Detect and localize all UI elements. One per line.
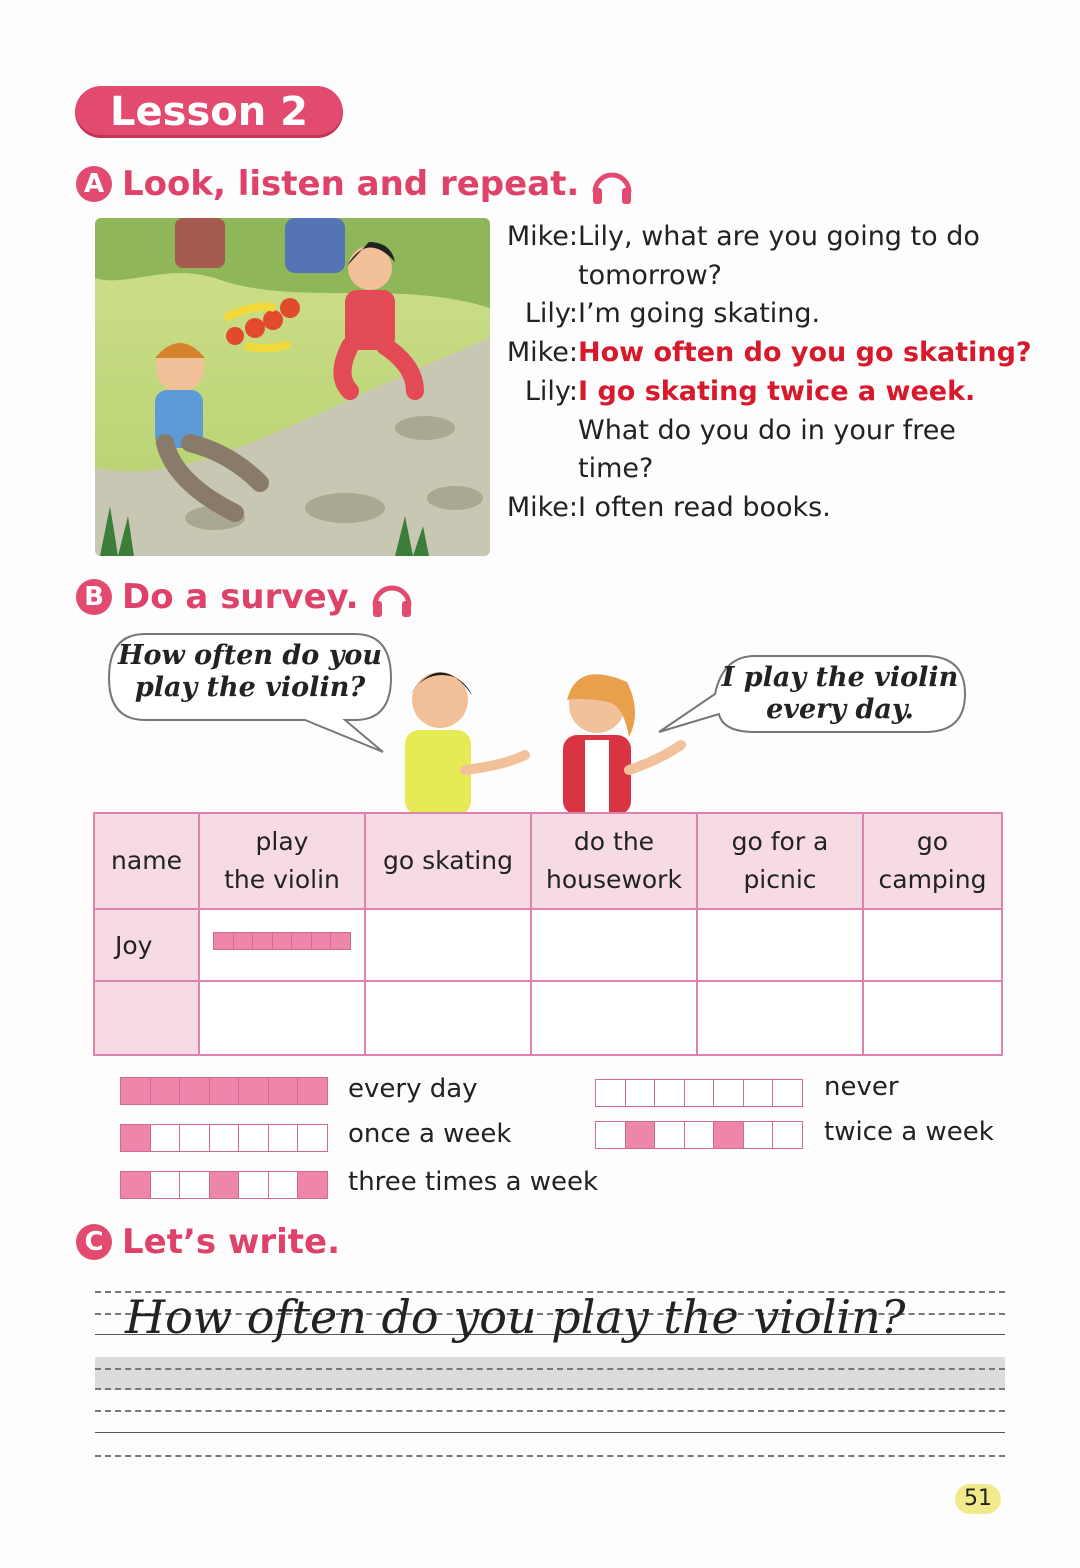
dialog-line <box>500 489 1060 528</box>
key-label: twice a week <box>824 1117 994 1147</box>
bubble-text: every day. <box>766 694 914 725</box>
dialog-line <box>500 295 1060 334</box>
table-header-cell: go for a picnic <box>697 813 863 909</box>
dialog-line <box>500 334 1060 373</box>
writing-guide-line <box>95 1368 1005 1370</box>
table-header-row <box>94 813 1002 909</box>
dialog-line <box>500 257 1060 296</box>
table-cell[interactable] <box>365 909 531 981</box>
bubble-text: How often do you <box>117 640 383 671</box>
dialog-text: tomorrow? <box>578 259 722 291</box>
survey-table <box>93 812 1003 1056</box>
headphones-icon[interactable] <box>369 575 415 619</box>
key-label: three times a week <box>348 1167 599 1197</box>
table-header-cell: go skating <box>365 813 531 909</box>
table-row <box>94 981 1002 1055</box>
key-never <box>595 1079 803 1107</box>
speech-bubble-right <box>715 662 965 726</box>
lesson-title: Lesson 2 <box>75 86 343 138</box>
speaker: Lily: <box>524 298 578 330</box>
headphones-icon[interactable] <box>589 162 635 206</box>
dialog-line <box>500 450 1060 489</box>
park-illustration <box>95 218 490 556</box>
table-cell[interactable] <box>697 981 863 1055</box>
table-cell-name: Joy <box>94 909 199 981</box>
writing-shaded-band <box>95 1357 1005 1390</box>
key-once-a-week <box>120 1124 328 1152</box>
frequency-bar-every-day <box>213 932 351 950</box>
table-cell[interactable] <box>531 909 697 981</box>
frequency-bar <box>595 1121 803 1149</box>
kids-illustration <box>385 660 705 815</box>
dialog-text: I often read books. <box>578 491 831 523</box>
key-label: once a week <box>348 1119 512 1149</box>
dialog-text-highlight: How often do you go skating? <box>578 337 1032 369</box>
section-a-title: Look, listen and repeat. <box>122 164 580 204</box>
dialog <box>500 218 1060 528</box>
section-b-title: Do a survey. <box>122 577 359 617</box>
speaker: Mike: <box>506 337 578 369</box>
dialog-line <box>500 412 1060 451</box>
table-cell[interactable] <box>863 909 1002 981</box>
section-a-heading <box>76 162 635 206</box>
section-c-title: Let’s write. <box>122 1222 341 1262</box>
handwriting-example: How often do you play the violin? <box>125 1290 906 1344</box>
table-cell[interactable] <box>863 981 1002 1055</box>
section-b-badge: B <box>76 579 112 615</box>
speaker: Lily: <box>524 375 578 407</box>
key-twice-a-week <box>595 1121 803 1149</box>
section-c-badge: C <box>76 1224 112 1260</box>
table-header-cell: go camping <box>863 813 1002 909</box>
speaker: Mike: <box>506 491 578 523</box>
writing-base-line[interactable] <box>95 1432 1005 1433</box>
key-three-times-a-week <box>120 1171 328 1199</box>
frequency-bar <box>595 1079 803 1107</box>
section-c-heading <box>76 1222 340 1262</box>
table-cell-name[interactable] <box>94 981 199 1055</box>
speech-bubble-left <box>110 640 390 704</box>
table-header-cell: do the housework <box>531 813 697 909</box>
table-row <box>94 909 1002 981</box>
writing-guide-line[interactable] <box>95 1455 1005 1457</box>
bubble-text: I play the violin <box>721 662 959 693</box>
key-label: never <box>824 1072 899 1102</box>
table-cell[interactable] <box>531 981 697 1055</box>
table-cell[interactable] <box>199 981 365 1055</box>
frequency-bar <box>120 1171 328 1199</box>
key-label: every day <box>348 1074 478 1104</box>
key-every-day <box>120 1077 328 1105</box>
speaker: Mike: <box>506 221 578 252</box>
writing-guide-line[interactable] <box>95 1410 1005 1412</box>
frequency-bar <box>120 1124 328 1152</box>
section-b-heading <box>76 575 415 619</box>
section-a-badge: A <box>76 166 112 202</box>
table-cell[interactable] <box>365 981 531 1055</box>
bubble-text: play the violin? <box>134 672 366 703</box>
dialog-text: I’m going skating. <box>578 298 821 330</box>
page-number: 51 <box>955 1484 1001 1514</box>
dialog-text: What do you do in your free <box>578 414 956 446</box>
frequency-bar <box>120 1077 328 1105</box>
dialog-text: Lily, what are you going to do <box>578 221 980 252</box>
table-header-cell: name <box>94 813 199 909</box>
table-cell[interactable] <box>199 909 365 981</box>
writing-guide-line <box>95 1388 1005 1390</box>
dialog-line <box>500 373 1060 412</box>
dialog-text-highlight: I go skating twice a week. <box>578 375 976 407</box>
dialog-line <box>500 218 1060 257</box>
table-header-cell: play the violin <box>199 813 365 909</box>
table-cell[interactable] <box>697 909 863 981</box>
dialog-text: time? <box>578 453 654 485</box>
